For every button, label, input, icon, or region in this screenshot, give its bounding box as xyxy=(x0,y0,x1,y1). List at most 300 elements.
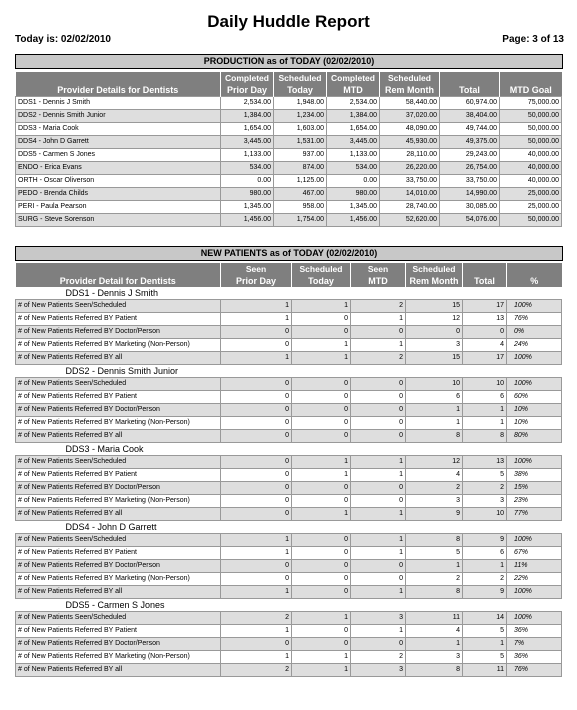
new-patients-table xyxy=(15,263,562,677)
value-cell: 0 xyxy=(221,560,292,573)
value-cell: 1,345.00 xyxy=(221,201,274,214)
column-header-label: MTD Goal xyxy=(509,85,552,95)
value-cell: 1,125.00 xyxy=(274,175,327,188)
value-cell: 6 xyxy=(463,547,507,560)
value-cell: 0 xyxy=(292,482,351,495)
table-row xyxy=(16,352,562,365)
value-cell: 2 xyxy=(221,612,292,625)
row-label: # of New Patients Referred BY Doctor/Person xyxy=(16,560,221,573)
value-cell: 0 xyxy=(292,313,351,326)
value-cell: 0 xyxy=(463,326,507,339)
value-cell: 9 xyxy=(406,508,463,521)
percent-cell: 36% xyxy=(507,625,562,638)
value-cell: 1 xyxy=(463,417,507,430)
value-cell: 534.00 xyxy=(221,162,274,175)
percent-cell: 0% xyxy=(507,326,562,339)
row-label: # of New Patients Referred BY all xyxy=(16,586,221,599)
column-header xyxy=(292,263,351,287)
value-cell: 8 xyxy=(406,664,463,677)
percent-cell: 36% xyxy=(507,651,562,664)
column-header-label: Rem Month xyxy=(385,85,434,95)
column-header xyxy=(463,263,507,287)
value-cell: 0 xyxy=(221,469,292,482)
table-row xyxy=(16,404,562,417)
percent-cell: 76% xyxy=(507,313,562,326)
value-cell: 49,375.00 xyxy=(440,136,500,149)
table-row xyxy=(16,188,562,201)
table-row xyxy=(16,547,562,560)
column-header xyxy=(507,263,562,287)
table-row xyxy=(16,456,562,469)
value-cell: 1,654.00 xyxy=(327,123,380,136)
table-row xyxy=(16,534,562,547)
value-cell: 0 xyxy=(292,378,351,391)
column-header xyxy=(221,72,274,97)
value-cell: 33,750.00 xyxy=(380,175,440,188)
value-cell: 0 xyxy=(292,404,351,417)
value-cell: 6 xyxy=(463,391,507,404)
row-label: # of New Patients Seen/Scheduled xyxy=(16,612,221,625)
value-cell: 30,085.00 xyxy=(440,201,500,214)
row-label: # of New Patients Referred BY Marketing (Non-Person) xyxy=(16,573,221,586)
today-date: Today is: 02/02/2010 xyxy=(15,34,111,45)
table-row xyxy=(16,136,562,149)
percent-cell: 76% xyxy=(507,664,562,677)
value-cell: 3,445.00 xyxy=(221,136,274,149)
value-cell: 0 xyxy=(292,573,351,586)
column-header-label: Provider Details for Dentists xyxy=(57,85,179,95)
value-cell: 60,974.00 xyxy=(440,97,500,110)
value-cell: 13 xyxy=(463,456,507,469)
row-label: # of New Patients Referred BY Marketing (Non-Person) xyxy=(16,417,221,430)
value-cell: 0 xyxy=(351,378,406,391)
provider-name-cell: DDS2 - Dennis Smith Junior xyxy=(16,110,221,123)
value-cell: 9 xyxy=(463,586,507,599)
value-cell: 0 xyxy=(221,508,292,521)
row-label: # of New Patients Referred BY Marketing (Non-Person) xyxy=(16,339,221,352)
value-cell: 15 xyxy=(406,352,463,365)
value-cell: 3 xyxy=(406,651,463,664)
value-cell: 11 xyxy=(463,664,507,677)
column-header xyxy=(327,72,380,97)
column-header-top: Scheduled xyxy=(412,264,456,274)
value-cell: 2 xyxy=(351,300,406,313)
column-header-label: MTD xyxy=(368,276,388,286)
value-cell: 1 xyxy=(292,664,351,677)
row-label: # of New Patients Referred BY Patient xyxy=(16,469,221,482)
value-cell: 3 xyxy=(463,495,507,508)
value-cell: 1 xyxy=(292,469,351,482)
column-header-label: Total xyxy=(474,276,495,286)
value-cell: 3 xyxy=(351,612,406,625)
value-cell: 1 xyxy=(351,313,406,326)
column-header-top xyxy=(18,72,219,84)
column-header-label: % xyxy=(530,276,539,286)
table-row xyxy=(16,97,562,110)
column-header-top xyxy=(502,72,560,84)
value-cell: 0 xyxy=(351,326,406,339)
value-cell: 13 xyxy=(463,313,507,326)
value-cell: 40,000.00 xyxy=(500,175,562,188)
percent-cell: 100% xyxy=(507,612,562,625)
value-cell: 11 xyxy=(406,612,463,625)
value-cell: 1,133.00 xyxy=(327,149,380,162)
table-row xyxy=(16,469,562,482)
value-cell: 1 xyxy=(292,352,351,365)
value-cell: 0 xyxy=(292,547,351,560)
value-cell: 40,000.00 xyxy=(500,162,562,175)
value-cell: 980.00 xyxy=(327,188,380,201)
percent-cell: 22% xyxy=(507,573,562,586)
value-cell: 1,456.00 xyxy=(221,214,274,227)
value-cell: 50,000.00 xyxy=(500,110,562,123)
table-row xyxy=(16,123,562,136)
value-cell: 1 xyxy=(463,638,507,651)
percent-cell: 7% xyxy=(507,638,562,651)
value-cell: 48,090.00 xyxy=(380,123,440,136)
column-header-top: Seen xyxy=(245,264,267,274)
value-cell: 0 xyxy=(351,560,406,573)
table-row xyxy=(16,508,562,521)
provider-group-header xyxy=(16,365,562,378)
value-cell: 1 xyxy=(351,534,406,547)
table-row xyxy=(16,586,562,599)
value-cell: 2 xyxy=(406,482,463,495)
provider-group-header xyxy=(16,287,562,300)
value-cell: 958.00 xyxy=(274,201,327,214)
value-cell: 12 xyxy=(406,456,463,469)
value-cell: 5 xyxy=(463,651,507,664)
column-header xyxy=(406,263,463,287)
value-cell: 8 xyxy=(406,586,463,599)
value-cell: 0.00 xyxy=(327,175,380,188)
value-cell: 1 xyxy=(406,638,463,651)
value-cell: 4 xyxy=(463,339,507,352)
value-cell: 2 xyxy=(463,482,507,495)
provider-name: DDS3 - Maria Cook xyxy=(16,443,562,456)
provider-name: DDS2 - Dennis Smith Junior xyxy=(16,365,562,378)
value-cell: 1 xyxy=(221,625,292,638)
value-cell: 1,384.00 xyxy=(221,110,274,123)
value-cell: 1,754.00 xyxy=(274,214,327,227)
value-cell: 1,531.00 xyxy=(274,136,327,149)
value-cell: 0 xyxy=(292,638,351,651)
value-cell: 1 xyxy=(221,651,292,664)
value-cell: 0 xyxy=(221,482,292,495)
table-row xyxy=(16,417,562,430)
value-cell: 1 xyxy=(463,560,507,573)
value-cell: 1 xyxy=(351,625,406,638)
value-cell: 1 xyxy=(292,651,351,664)
value-cell: 1 xyxy=(406,417,463,430)
percent-cell: 100% xyxy=(507,378,562,391)
value-cell: 1,654.00 xyxy=(221,123,274,136)
column-header xyxy=(16,263,221,287)
production-section-title: PRODUCTION as of TODAY (02/02/2010) xyxy=(15,54,563,69)
value-cell: 26,220.00 xyxy=(380,162,440,175)
value-cell: 28,110.00 xyxy=(380,149,440,162)
column-header-label: Rem Month xyxy=(409,276,459,286)
value-cell: 1 xyxy=(221,313,292,326)
column-header xyxy=(351,263,406,287)
provider-name-cell: PEDO - Brenda Childs xyxy=(16,188,221,201)
value-cell: 3,445.00 xyxy=(327,136,380,149)
value-cell: 6 xyxy=(406,391,463,404)
row-label: # of New Patients Referred BY all xyxy=(16,508,221,521)
column-header-label: Prior Day xyxy=(235,276,277,286)
value-cell: 0 xyxy=(221,339,292,352)
percent-cell: 38% xyxy=(507,469,562,482)
value-cell: 45,930.00 xyxy=(380,136,440,149)
value-cell: 1,384.00 xyxy=(327,110,380,123)
value-cell: 1 xyxy=(351,456,406,469)
value-cell: 8 xyxy=(406,534,463,547)
value-cell: 1 xyxy=(292,456,351,469)
value-cell: 0 xyxy=(292,417,351,430)
column-header-label: Today xyxy=(287,85,313,95)
value-cell: 0 xyxy=(351,638,406,651)
percent-cell: 11% xyxy=(507,560,562,573)
value-cell: 8 xyxy=(463,430,507,443)
table-row xyxy=(16,573,562,586)
value-cell: 0 xyxy=(351,482,406,495)
value-cell: 0 xyxy=(351,417,406,430)
column-header-top xyxy=(509,263,560,275)
provider-name-cell: ORTH - Oscar Oliverson xyxy=(16,175,221,188)
value-cell: 10 xyxy=(463,508,507,521)
value-cell: 25,000.00 xyxy=(500,201,562,214)
value-cell: 937.00 xyxy=(274,149,327,162)
value-cell: 2 xyxy=(463,573,507,586)
value-cell: 0 xyxy=(221,430,292,443)
provider-group-header xyxy=(16,521,562,534)
provider-name-cell: DDS3 - Maria Cook xyxy=(16,123,221,136)
value-cell: 1 xyxy=(351,508,406,521)
row-label: # of New Patients Referred BY all xyxy=(16,430,221,443)
row-label: # of New Patients Referred BY Patient xyxy=(16,625,221,638)
column-header-top xyxy=(442,72,497,84)
value-cell: 58,440.00 xyxy=(380,97,440,110)
value-cell: 3 xyxy=(406,495,463,508)
value-cell: 0 xyxy=(292,625,351,638)
value-cell: 52,620.00 xyxy=(380,214,440,227)
value-cell: 8 xyxy=(406,430,463,443)
value-cell: 980.00 xyxy=(221,188,274,201)
value-cell: 5 xyxy=(463,625,507,638)
column-header-label: Provider Detail for Dentists xyxy=(59,276,176,286)
percent-cell: 100% xyxy=(507,534,562,547)
table-row xyxy=(16,560,562,573)
value-cell: 1 xyxy=(292,508,351,521)
row-label: # of New Patients Referred BY Marketing (Non-Person) xyxy=(16,651,221,664)
value-cell: 1 xyxy=(351,586,406,599)
row-label: # of New Patients Seen/Scheduled xyxy=(16,456,221,469)
row-label: # of New Patients Referred BY Doctor/Person xyxy=(16,638,221,651)
value-cell: 1 xyxy=(463,404,507,417)
value-cell: 37,020.00 xyxy=(380,110,440,123)
value-cell: 50,000.00 xyxy=(500,123,562,136)
table-row xyxy=(16,664,562,677)
value-cell: 1 xyxy=(292,612,351,625)
value-cell: 17 xyxy=(463,300,507,313)
value-cell: 0.00 xyxy=(221,175,274,188)
value-cell: 0 xyxy=(221,326,292,339)
value-cell: 14,010.00 xyxy=(380,188,440,201)
table-row xyxy=(16,149,562,162)
value-cell: 0 xyxy=(221,638,292,651)
value-cell: 49,744.00 xyxy=(440,123,500,136)
row-label: # of New Patients Seen/Scheduled xyxy=(16,534,221,547)
percent-cell: 100% xyxy=(507,352,562,365)
row-label: # of New Patients Referred BY Patient xyxy=(16,391,221,404)
value-cell: 0 xyxy=(221,417,292,430)
value-cell: 0 xyxy=(221,495,292,508)
value-cell: 0 xyxy=(292,495,351,508)
value-cell: 1 xyxy=(221,586,292,599)
value-cell: 1 xyxy=(406,560,463,573)
value-cell: 0 xyxy=(221,378,292,391)
percent-cell: 100% xyxy=(507,586,562,599)
value-cell: 33,750.00 xyxy=(440,175,500,188)
percent-cell: 100% xyxy=(507,456,562,469)
value-cell: 50,000.00 xyxy=(500,136,562,149)
provider-name-cell: DDS5 - Carmen S Jones xyxy=(16,149,221,162)
table-row xyxy=(16,201,562,214)
value-cell: 54,076.00 xyxy=(440,214,500,227)
column-header xyxy=(440,72,500,97)
value-cell: 1 xyxy=(292,339,351,352)
provider-name-cell: PERI - Paula Pearson xyxy=(16,201,221,214)
value-cell: 29,243.00 xyxy=(440,149,500,162)
value-cell: 0 xyxy=(351,404,406,417)
column-header-top: Scheduled xyxy=(388,73,431,83)
value-cell: 10 xyxy=(463,378,507,391)
column-header-top: Completed xyxy=(225,73,269,83)
table-row xyxy=(16,378,562,391)
value-cell: 5 xyxy=(463,469,507,482)
value-cell: 0 xyxy=(292,534,351,547)
column-header-label: Total xyxy=(459,85,480,95)
value-cell: 10 xyxy=(406,378,463,391)
value-cell: 3 xyxy=(351,664,406,677)
value-cell: 14,990.00 xyxy=(440,188,500,201)
value-cell: 874.00 xyxy=(274,162,327,175)
percent-cell: 10% xyxy=(507,404,562,417)
value-cell: 17 xyxy=(463,352,507,365)
row-label: # of New Patients Referred BY Doctor/Person xyxy=(16,482,221,495)
value-cell: 40,000.00 xyxy=(500,149,562,162)
provider-group-header xyxy=(16,599,562,612)
provider-name-cell: ENDO - Erica Evans xyxy=(16,162,221,175)
column-header-top: Scheduled xyxy=(299,264,343,274)
value-cell: 1,603.00 xyxy=(274,123,327,136)
percent-cell: 23% xyxy=(507,495,562,508)
column-header xyxy=(16,72,221,97)
value-cell: 1 xyxy=(221,547,292,560)
column-header-label: Prior Day xyxy=(226,85,268,95)
value-cell: 38,404.00 xyxy=(440,110,500,123)
value-cell: 0 xyxy=(292,560,351,573)
value-cell: 25,000.00 xyxy=(500,188,562,201)
percent-cell: 60% xyxy=(507,391,562,404)
value-cell: 1,345.00 xyxy=(327,201,380,214)
table-row xyxy=(16,300,562,313)
column-header xyxy=(274,72,327,97)
row-label: # of New Patients Referred BY Patient xyxy=(16,313,221,326)
row-label: # of New Patients Referred BY all xyxy=(16,664,221,677)
table-row xyxy=(16,175,562,188)
table-row xyxy=(16,495,562,508)
table-row xyxy=(16,430,562,443)
column-header xyxy=(380,72,440,97)
table-row xyxy=(16,162,562,175)
value-cell: 9 xyxy=(463,534,507,547)
value-cell: 1 xyxy=(221,300,292,313)
value-cell: 0 xyxy=(351,391,406,404)
table-row xyxy=(16,214,562,227)
column-header-label: Today xyxy=(308,276,334,286)
provider-name-cell: SURG - Steve Sorenson xyxy=(16,214,221,227)
value-cell: 1 xyxy=(351,339,406,352)
value-cell: 1,456.00 xyxy=(327,214,380,227)
percent-cell: 77% xyxy=(507,508,562,521)
column-header-top xyxy=(18,263,219,275)
column-header xyxy=(500,72,562,97)
value-cell: 1,234.00 xyxy=(274,110,327,123)
value-cell: 1 xyxy=(351,469,406,482)
value-cell: 4 xyxy=(406,625,463,638)
table-row xyxy=(16,110,562,123)
table-row xyxy=(16,391,562,404)
table-row xyxy=(16,326,562,339)
value-cell: 0 xyxy=(221,573,292,586)
production-table xyxy=(15,72,562,227)
table-row xyxy=(16,482,562,495)
table-row xyxy=(16,612,562,625)
percent-cell: 67% xyxy=(507,547,562,560)
value-cell: 0 xyxy=(351,573,406,586)
value-cell: 1 xyxy=(221,352,292,365)
value-cell: 0 xyxy=(351,430,406,443)
provider-name-cell: DDS4 - John D Garrett xyxy=(16,136,221,149)
table-row xyxy=(16,625,562,638)
provider-group-header xyxy=(16,443,562,456)
percent-cell: 80% xyxy=(507,430,562,443)
value-cell: 0 xyxy=(351,495,406,508)
table-row xyxy=(16,339,562,352)
value-cell: 2,534.00 xyxy=(327,97,380,110)
value-cell: 1,133.00 xyxy=(221,149,274,162)
column-header-top xyxy=(465,263,504,275)
value-cell: 2 xyxy=(406,573,463,586)
value-cell: 5 xyxy=(406,547,463,560)
value-cell: 75,000.00 xyxy=(500,97,562,110)
value-cell: 3 xyxy=(406,339,463,352)
provider-name: DDS5 - Carmen S Jones xyxy=(16,599,562,612)
value-cell: 1,948.00 xyxy=(274,97,327,110)
percent-cell: 24% xyxy=(507,339,562,352)
column-header-top: Scheduled xyxy=(278,73,322,83)
value-cell: 0 xyxy=(221,391,292,404)
value-cell: 14 xyxy=(463,612,507,625)
row-label: # of New Patients Seen/Scheduled xyxy=(16,378,221,391)
value-cell: 50,000.00 xyxy=(500,214,562,227)
value-cell: 26,754.00 xyxy=(440,162,500,175)
value-cell: 0 xyxy=(292,586,351,599)
value-cell: 2 xyxy=(351,651,406,664)
column-header-top: Seen xyxy=(367,264,389,274)
value-cell: 2 xyxy=(351,352,406,365)
